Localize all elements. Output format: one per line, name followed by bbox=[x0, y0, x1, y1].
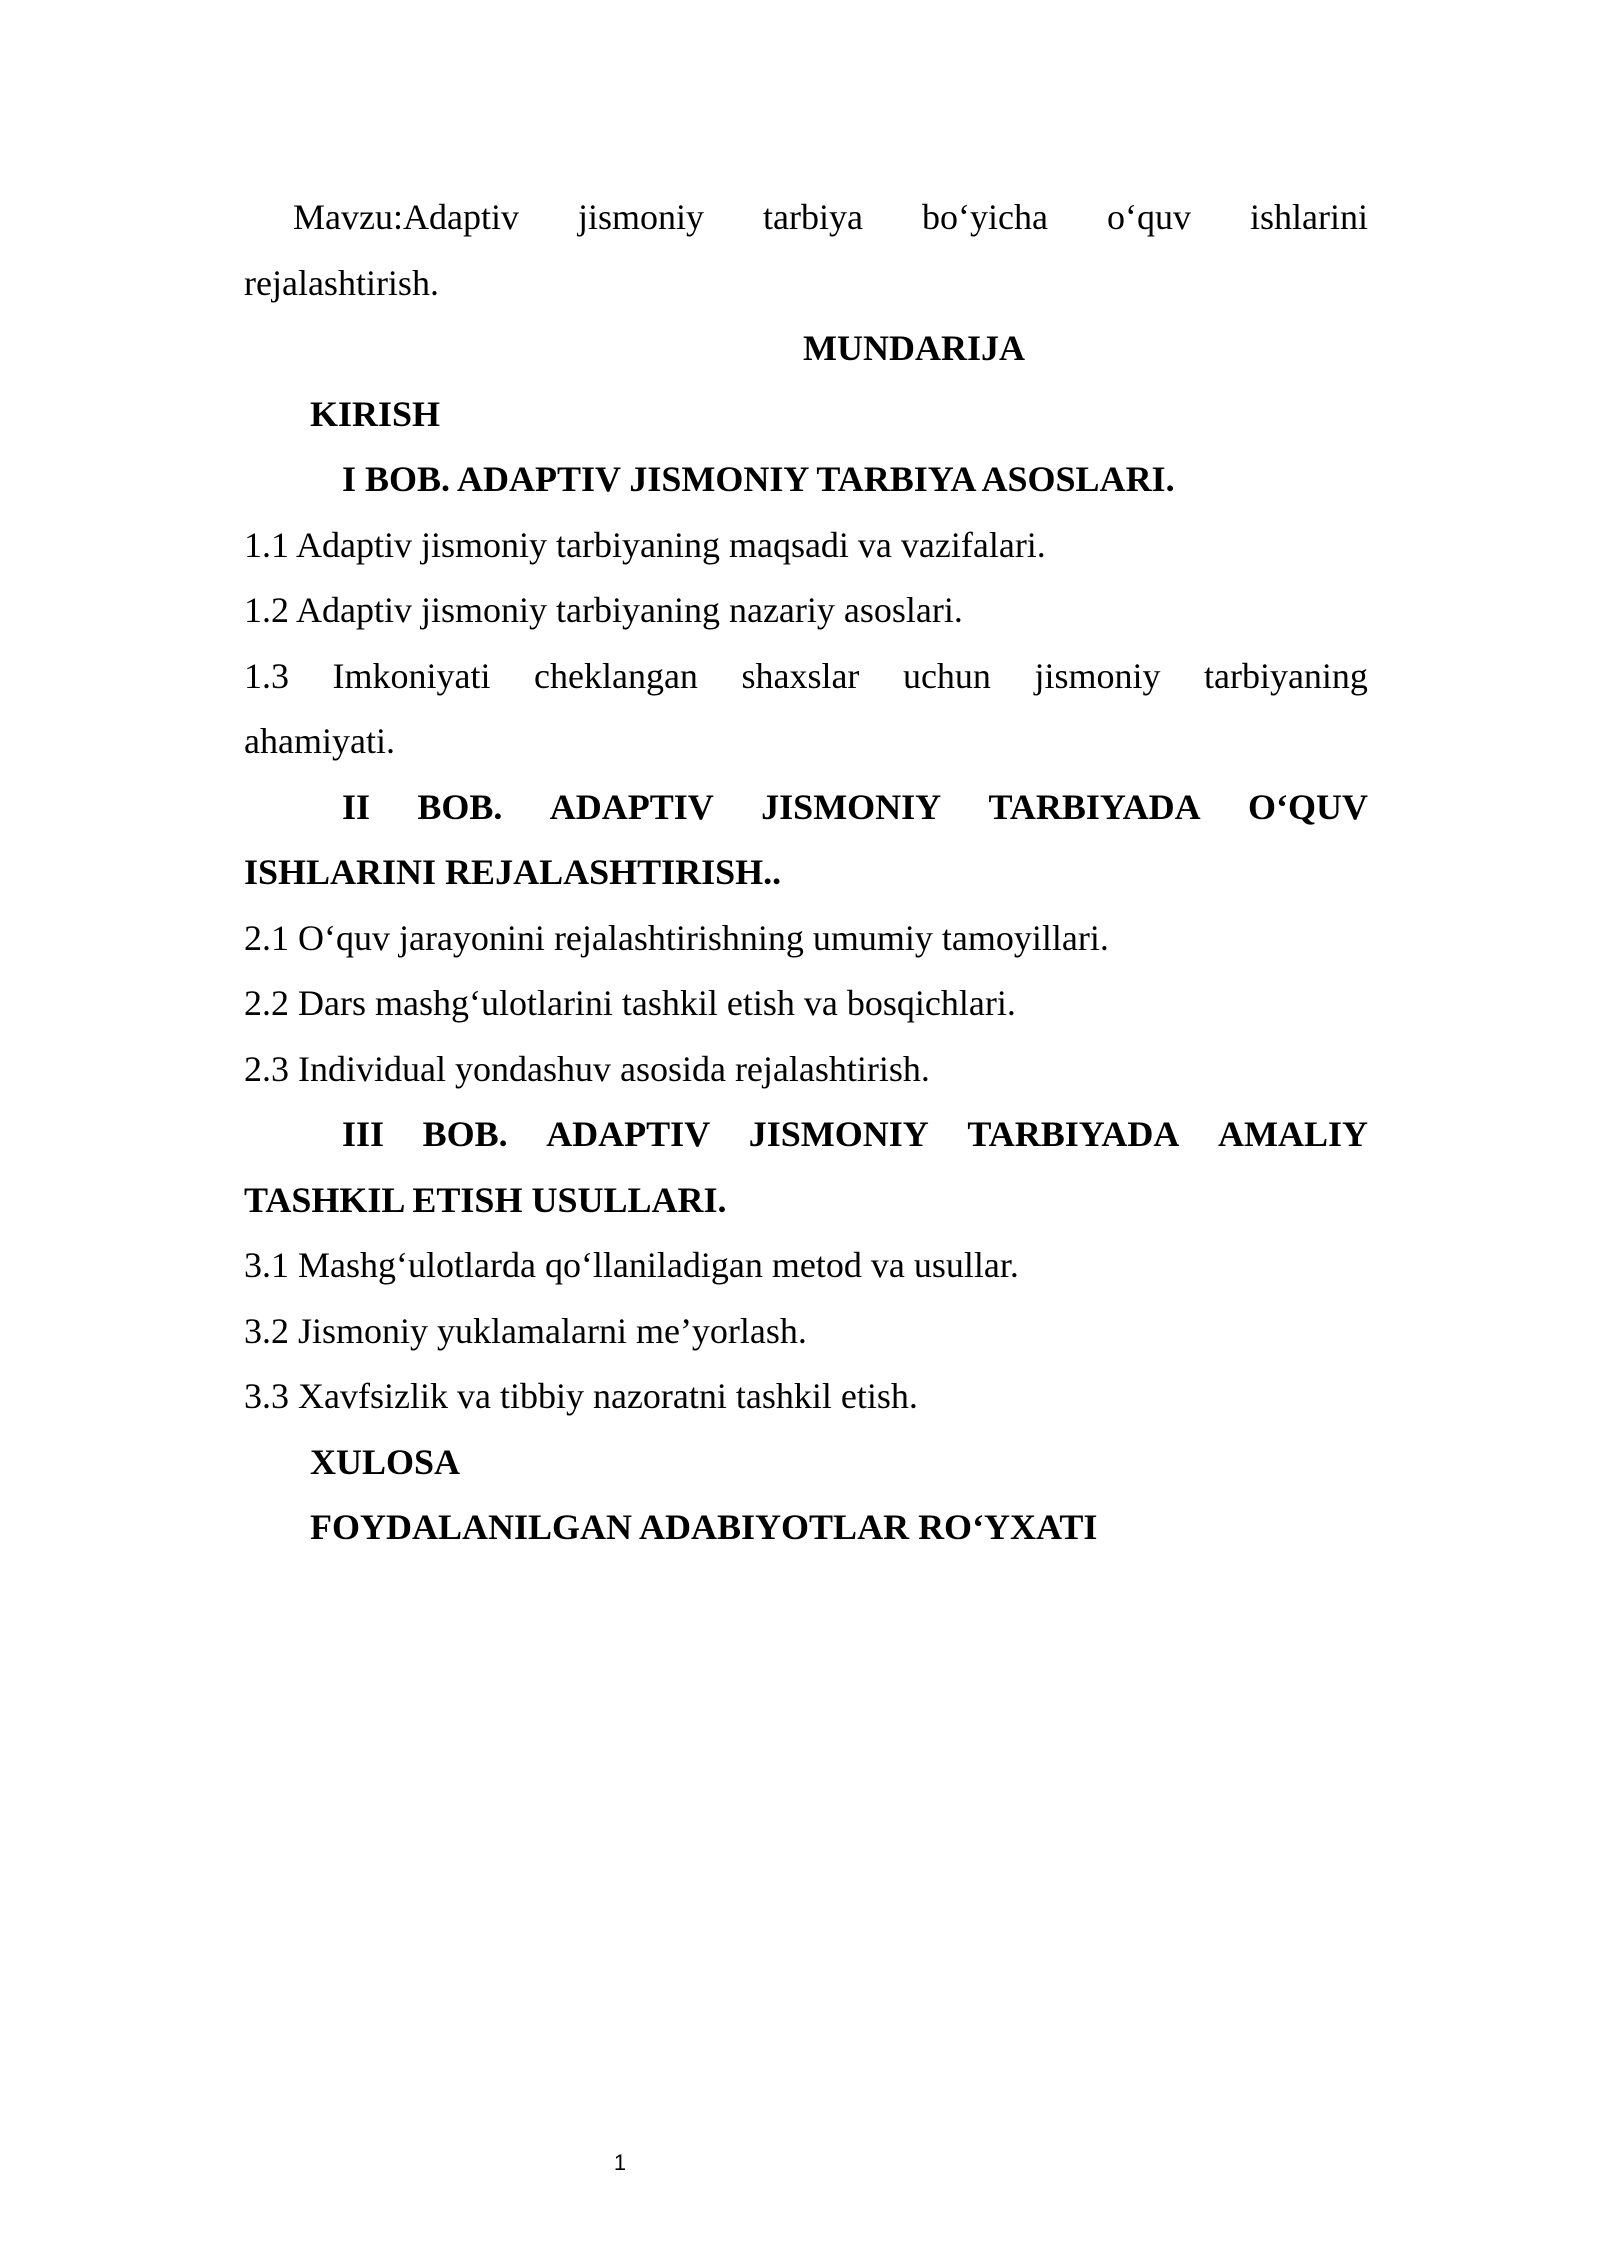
title-word: TARBIYADA bbox=[988, 786, 1201, 827]
chapter-2-item-2: 2.2 Dars mashg‘ulotlarini tashkil etish va bosqichlari. bbox=[244, 983, 1016, 1023]
chapter-2-title-line-2: ISHLARINI REJALASHTIRISH.. bbox=[244, 852, 782, 892]
topic-word: jismoniy bbox=[577, 197, 704, 237]
topic-line-2: rejalashtirish. bbox=[244, 262, 439, 303]
item-word: cheklangan bbox=[534, 655, 698, 696]
title-word: JISMONIY bbox=[761, 786, 942, 827]
toc-intro: KIRISH bbox=[310, 393, 441, 434]
chapter-3-item-3: 3.3 Xavfsizlik va tibbiy nazoratni tashkil etish. bbox=[244, 1376, 918, 1416]
title-word: III bbox=[342, 1114, 385, 1154]
chapter-1-item-3-line-1 bbox=[244, 644, 1368, 710]
title-word: O‘QUV bbox=[1247, 786, 1368, 827]
title-word: AMALIY bbox=[1217, 1114, 1368, 1154]
page-content bbox=[244, 185, 1368, 1561]
toc-title: MUNDARIJA bbox=[803, 328, 1025, 368]
title-word: ADAPTIV bbox=[549, 786, 714, 827]
chapter-2-item-3: 2.3 Individual yondashuv asosida rejalashtirish. bbox=[244, 1048, 930, 1089]
page-number: 1 bbox=[613, 2150, 627, 2175]
chapter-1-item-3-line-2: ahamiyati. bbox=[244, 721, 395, 761]
chapter-3-title-line-2: TASHKIL ETISH USULLARI. bbox=[244, 1179, 727, 1220]
item-word: 1.3 bbox=[244, 655, 289, 696]
item-word: Imkoniyati bbox=[332, 655, 491, 696]
topic-word: ishlarini bbox=[1249, 197, 1368, 237]
chapter-1-item-2: 1.2 Adaptiv jismoniy tarbiyaning nazariy asoslari. bbox=[244, 590, 963, 630]
toc-conclusion: XULOSA bbox=[310, 1441, 461, 1482]
chapter-1-item-1: 1.1 Adaptiv jismoniy tarbiyaning maqsadi va vazifalari. bbox=[244, 524, 1046, 565]
chapter-1-title: I BOB. ADAPTIV JISMONIY TARBIYA ASOSLARI. bbox=[342, 459, 1175, 499]
item-word: tarbiyaning bbox=[1203, 655, 1368, 696]
title-word: II bbox=[342, 786, 371, 827]
chapter-2-item-1: 2.1 O‘quv jarayonini rejalashtirishning umumiy tamoyillari. bbox=[244, 917, 1109, 958]
toc-references: FOYDALANILGAN ADABIYOTLAR RO‘YXATI bbox=[310, 1507, 1098, 1547]
topic-word: tarbiya bbox=[763, 197, 863, 237]
title-word: JISMONIY bbox=[748, 1114, 929, 1154]
chapter-2-title-line-1 bbox=[244, 775, 1368, 841]
chapter-3-item-2: 3.2 Jismoniy yuklamalarni me’yorlash. bbox=[244, 1310, 807, 1351]
title-word: ADAPTIV bbox=[546, 1114, 711, 1154]
topic-word: o‘quv bbox=[1106, 197, 1191, 237]
topic-word: Mavzu:Adaptiv bbox=[293, 197, 519, 237]
title-word: BOB. bbox=[417, 786, 503, 827]
item-word: uchun bbox=[902, 655, 991, 696]
item-word: shaxslar bbox=[741, 655, 860, 696]
topic-line-1 bbox=[244, 185, 1368, 251]
title-word: BOB. bbox=[422, 1114, 508, 1154]
chapter-3-item-1: 3.1 Mashg‘ulotlarda qo‘llaniladigan metod va usullar. bbox=[244, 1245, 1019, 1285]
topic-word: bo‘yicha bbox=[921, 197, 1048, 237]
chapter-3-title-line-1 bbox=[244, 1102, 1368, 1168]
title-word: TARBIYADA bbox=[967, 1114, 1180, 1154]
item-word: jismoniy bbox=[1034, 655, 1161, 696]
